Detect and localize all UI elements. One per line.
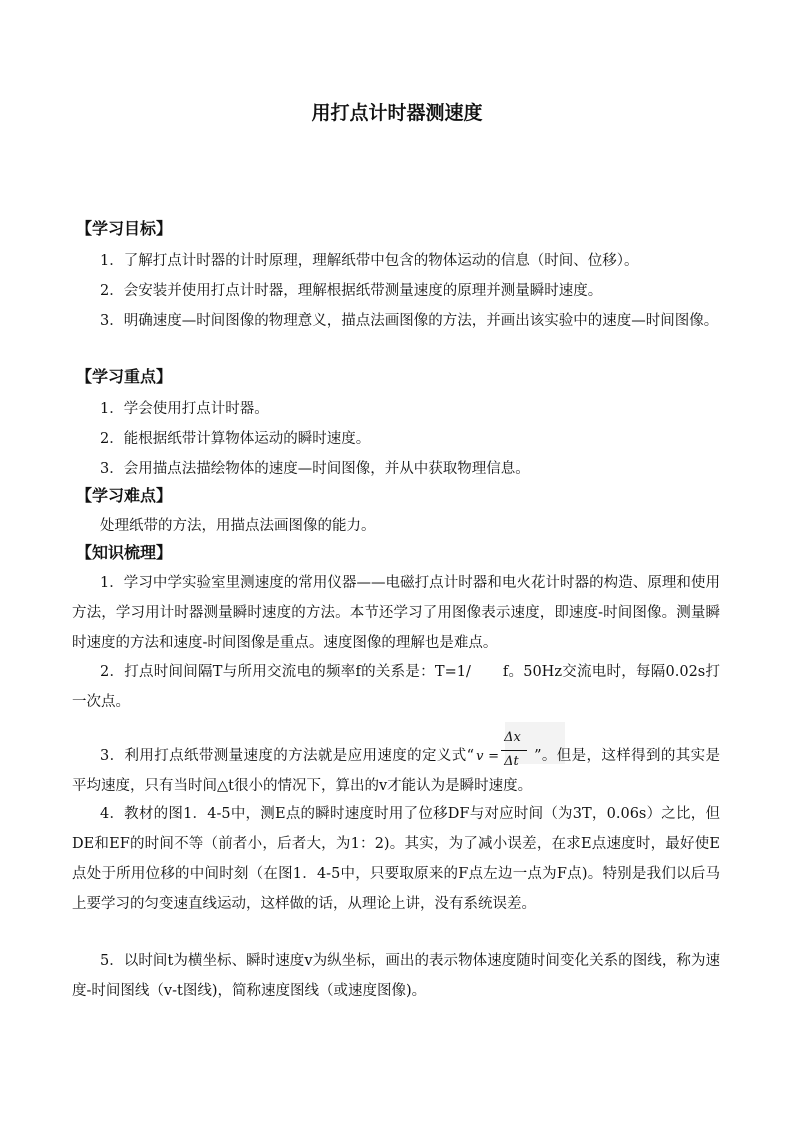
knowledge-paragraph-1: 1．学习中学实验室里测速度的常用仪器——电磁打点计时器和电火花计时器的构造、原理和使用方法，学习用计时器测量瞬时速度的方法。本节还学习了用图像表示速度，即速度-时间图像。测量瞬时速度的方法和速度-时间图像是重点。速度图像的理解也是难点。: [72, 575, 720, 651]
fraction-bar: [501, 750, 527, 751]
key-point-item: 1．学会使用打点计时器。: [100, 401, 269, 417]
key-point-item: 2．能根据纸带计算物体运动的瞬时速度。: [100, 431, 371, 447]
section-heading-goals: 【学习目标】: [76, 219, 173, 238]
section-heading-key-points: 【学习重点】: [76, 367, 173, 386]
section-heading-knowledge: 【知识梳理】: [76, 543, 173, 562]
difficulty-item: 处理纸带的方法，用描点法画图像的能力。: [100, 518, 376, 534]
p2-text-a: 2．打点时间间隔T与所用交流电的频率f的关系是：T=1/: [100, 664, 471, 680]
goal-item: 2．会安装并使用打点计时器，理解根据纸带测量速度的原理并测量瞬时速度。: [100, 283, 603, 299]
section-heading-difficulties: 【学习难点】: [76, 486, 173, 505]
goal-item: 3．明确速度—时间图像的物理意义，描点法画图像的方法，并画出该实验中的速度—时间图像。: [100, 313, 719, 329]
key-point-item: 3．会用描点法描绘物体的速度—时间图像，并从中获取物理信息。: [100, 461, 530, 477]
formula-denominator: Δt: [504, 754, 519, 769]
p3-text-b: ”。但是，这样得到的其实是平均速度，只有当时间△t很小的情况下，算出的v才能认为是瞬时速度。: [72, 748, 720, 794]
p2-text-b: f。50Hz交流电时，每隔0.02s打一次点。: [72, 664, 720, 710]
page-title: 用打点计时器测速度: [311, 102, 483, 124]
velocity-definition-formula: [474, 730, 534, 769]
knowledge-paragraph-4: 4．教材的图1．4-5中，测E点的瞬时速度时用了位移DF与对应时间（为3T，0.06s）之比，但DE和EF的时间不等（前者小，后者大，为1：2)。其实，为了减小误差，在求E点速度时，最好使E点处于所用位移的中间时刻（在图1．4-5中，只要取原来的F点左边一点为F点)。特别是我们以后马上要学习的匀变速直线运动，这样做的话，从理论上讲，没有系统误差。: [72, 806, 720, 912]
formula-equals: =: [488, 749, 499, 764]
formula-numerator: Δx: [504, 730, 521, 745]
goal-item: 1．了解打点计时器的计时原理，理解纸带中包含的物体运动的信息（时间、位移）。: [100, 253, 639, 269]
formula-lhs: v: [476, 749, 484, 764]
knowledge-paragraph-3: [72, 730, 720, 801]
knowledge-paragraph-2: [72, 657, 720, 717]
knowledge-paragraph-5: 5．以时间t为横坐标、瞬时速度v为纵坐标，画出的表示物体速度随时间变化关系的图线，称为速度-时间图线（v-t图线)，简称速度图线（或速度图像)。: [72, 953, 720, 999]
p3-text-a: 3．利用打点纸带测量速度的方法就是应用速度的定义式“: [100, 748, 475, 764]
